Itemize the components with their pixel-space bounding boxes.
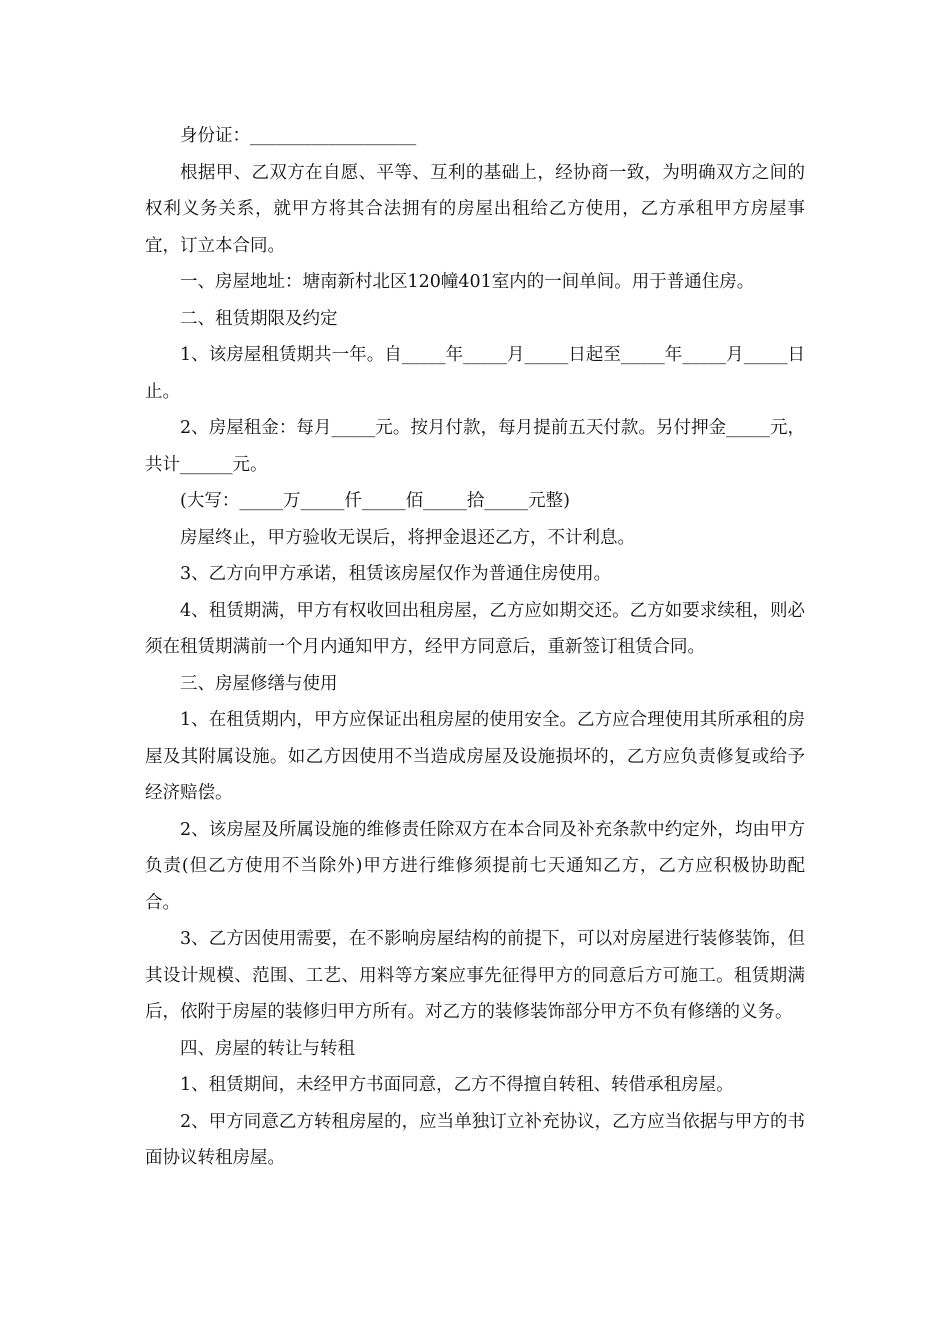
clause-3-1-safety: 1、在租赁期内，甲方应保证出租房屋的使用安全。乙方应合理使用其所承租的房屋及其附属设施。如乙方因使用不当造成房屋及设施损坏的，乙方应负责修复或给予经济赔偿。 (145, 710, 805, 803)
clause-3-2-maintenance: 2、该房屋及所属设施的维修责任除双方在本合同及补充条款中约定外，均由甲方负责(但乙方使用不当除外)甲方进行维修须提前七天通知乙方，乙方应积极协助配合。 (145, 819, 805, 913)
clause-2-1-lease-term: 1、该房屋租赁期共一年。自_____年_____月_____日起至_____年_____月_____日止。 (145, 345, 805, 402)
section-4-heading: 四、房屋的转让与转租 (180, 1038, 355, 1059)
clause-3-3-renovation: 3、乙方因使用需要，在不影响房屋结构的前提下，可以对房屋进行装修装饰，但其设计规模、范围、工艺、用料等方案应事先征得甲方的同意后方可施工。租赁期满后，依附于房屋的装修归甲方所有。对乙方的装修装饰部分甲方不负有修缮的义务。 (145, 929, 805, 1022)
clause-2-3-usage-promise: 3、乙方向甲方承诺，租赁该房屋仅作为普通住房使用。 (180, 564, 612, 584)
section-1-house-address: 一、房屋地址：塘南新村北区120幢401室内的一间单间。用于普通住房。 (180, 272, 755, 292)
contract-body (145, 118, 805, 1177)
deposit-return-paragraph: 房屋终止，甲方验收无误后，将押金退还乙方，不计利息。 (180, 527, 635, 548)
clause-2-4-lease-expiry: 4、租赁期满，甲方有权收回出租房屋，乙方应如期交还。乙方如要求续租，则必须在租赁期满前一个月内通知甲方，经甲方同意后，重新签订租赁合同。 (145, 600, 805, 657)
id-card-line: 身份证：___________________ (180, 126, 417, 146)
clause-4-2-sublease-agreement: 2、甲方同意乙方转租房屋的，应当单独订立补充协议，乙方应当依据与甲方的书面协议转租房屋。 (145, 1111, 805, 1168)
clause-4-1-no-sublease: 1、租赁期间，未经甲方书面同意，乙方不得擅自转租、转借承租房屋。 (180, 1075, 734, 1095)
rent-in-words: (大写：_____万_____仟_____佰_____拾_____元整) (180, 491, 570, 511)
preamble-paragraph: 根据甲、乙双方在自愿、平等、互利的基础上，经协商一致，为明确双方之间的权利义务关系，就甲方将其合法拥有的房屋出租给乙方使用，乙方承租甲方房屋事宜，订立本合同。 (145, 162, 805, 256)
section-2-heading: 二、租赁期限及约定 (180, 308, 338, 329)
clause-2-2-rent: 2、房屋租金：每月_____元。按月付款，每月提前五天付款。另付押金_____元，共计______元。 (145, 418, 805, 475)
section-3-heading: 三、房屋修缮与使用 (180, 673, 338, 694)
